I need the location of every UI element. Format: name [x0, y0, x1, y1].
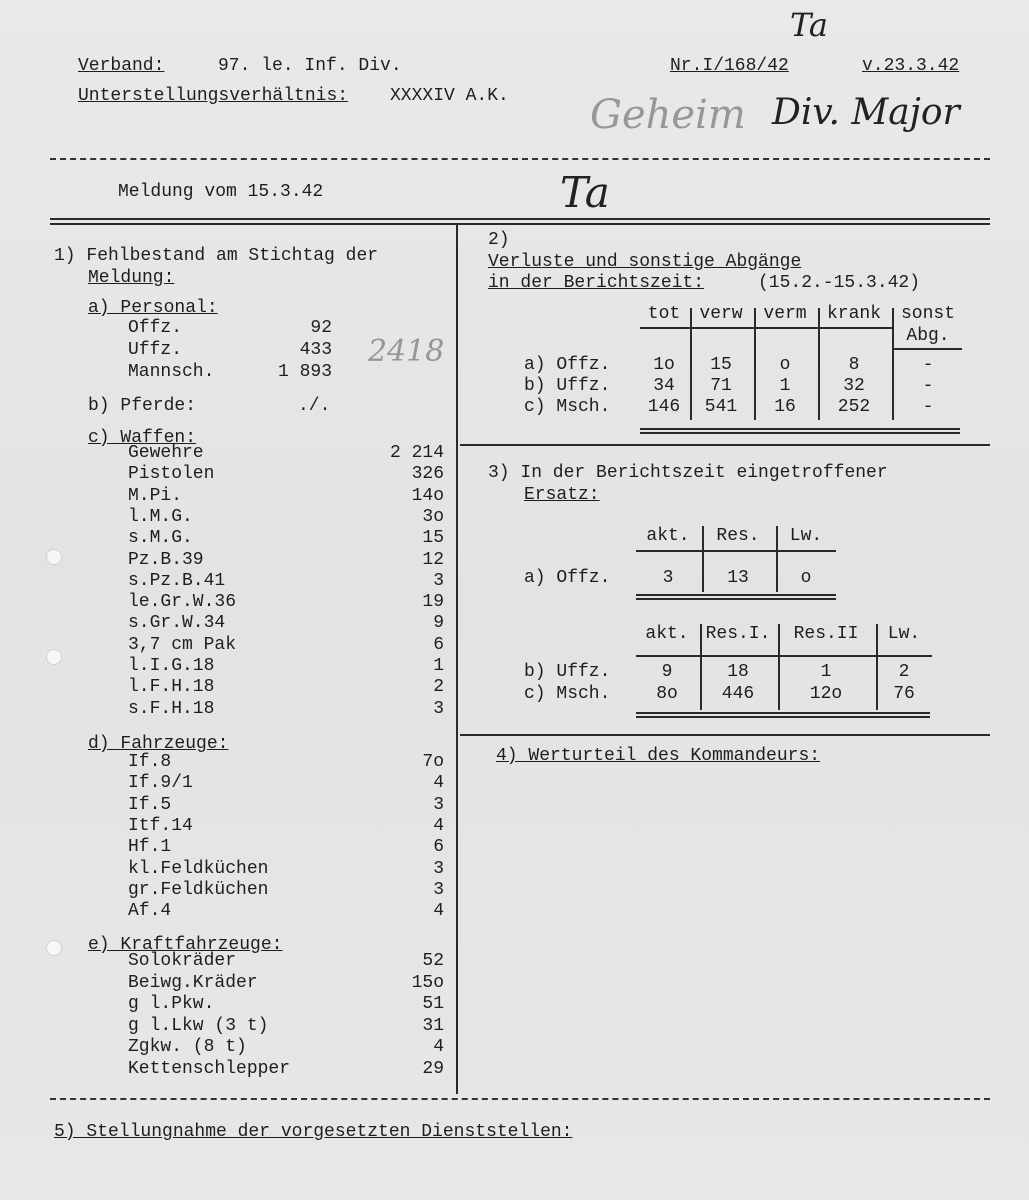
- losses-cell: 71: [710, 376, 732, 396]
- waffen-item-label: Pz.B.39: [128, 549, 204, 570]
- ersatz-cell: 446: [721, 684, 755, 704]
- handwritten-side-note: 2418: [368, 334, 445, 369]
- punch-hole: [46, 649, 62, 665]
- fahrzeuge-item-value: 4: [433, 901, 444, 922]
- losses-row-label: c) Msch.: [524, 397, 611, 417]
- losses-col-header: tot: [647, 304, 681, 324]
- losses-cell: 541: [704, 397, 738, 417]
- losses-row-label: b) Uffz.: [524, 376, 611, 396]
- losses-table-footer: [640, 428, 960, 434]
- kfz-item-label: Kettenschlepper: [128, 1058, 291, 1079]
- ersatz-cell: 76: [893, 684, 915, 704]
- losses-cell: -: [922, 376, 934, 396]
- waffen-item-label: l.M.G.: [128, 506, 193, 527]
- ersatz-cell: 12o: [809, 684, 843, 704]
- meldung-date: Meldung vom 15.3.42: [118, 182, 324, 202]
- section2-divider: [460, 444, 990, 446]
- losses-cell: 32: [843, 376, 865, 396]
- losses-cell: 1: [779, 376, 791, 396]
- punch-hole: [46, 940, 62, 956]
- handwritten-mark: Ta: [560, 168, 610, 217]
- fahrzeuge-item-label: If.8: [128, 752, 172, 772]
- verband-label: Verband:: [78, 56, 165, 76]
- ersatz-cell: 8o: [656, 684, 678, 704]
- ersatz-col-header: akt.: [646, 526, 690, 546]
- section3-title: 3) In der Berichtszeit eingetroffener: [488, 463, 888, 483]
- losses-col-header: verw: [699, 304, 743, 324]
- losses-cell: 1o: [653, 355, 675, 375]
- waffen-item-value: 3: [433, 698, 444, 719]
- personal-item-label: Offz.: [128, 318, 183, 338]
- unterstellung-label: Unterstellungsverhältnis:: [78, 86, 349, 106]
- kfz-item-value: 52: [422, 951, 444, 971]
- section2-period: (15.2.-15.3.42): [758, 273, 921, 293]
- personal-item-label: Mannsch.: [128, 362, 215, 382]
- fahrzeuge-item-label: If.5: [128, 794, 172, 815]
- fahrzeuge-item-value: 3: [433, 879, 444, 900]
- waffen-item-label: s.Pz.B.41: [128, 570, 226, 591]
- ersatz-row-label: b) Uffz.: [524, 662, 611, 682]
- fahrzeuge-item-value: 3: [433, 858, 444, 879]
- personal-item-value: 433: [299, 340, 332, 360]
- ersatz-col-header: Res.I.: [705, 624, 771, 644]
- ersatz-header-rule: [636, 655, 932, 657]
- fahrzeuge-item-value: 7o: [422, 752, 444, 772]
- fahrzeuge-item-label: Af.4: [128, 901, 172, 922]
- waffen-item-label: s.F.H.18: [128, 698, 215, 719]
- waffen-item-value: 12: [422, 549, 444, 570]
- handwritten-geheim: Geheim: [590, 92, 746, 138]
- section1-title: 1) Fehlbestand am Stichtag der: [54, 246, 379, 266]
- section3-title-cont: Ersatz:: [524, 485, 600, 505]
- section2-title: Verluste und sonstige Abgänge: [488, 252, 802, 272]
- losses-cell: -: [922, 397, 934, 417]
- losses-col-header: krank: [826, 304, 881, 324]
- waffen-item-value: 9: [433, 613, 444, 634]
- losses-col-header: sonst: [900, 304, 955, 324]
- waffen-item-label: s.M.G.: [128, 528, 193, 549]
- losses-cell: 34: [653, 376, 675, 396]
- handwritten-signature: Div. Major: [772, 92, 960, 133]
- unterstellung-value: XXXXIV A.K.: [390, 86, 509, 106]
- section3-divider: [460, 734, 990, 736]
- losses-cell: 146: [647, 397, 681, 417]
- fahrzeuge-item-label: Hf.1: [128, 837, 172, 858]
- waffen-item-value: 2: [433, 677, 444, 698]
- losses-header-rule: [640, 327, 892, 329]
- fahrzeuge-item-value: 6: [433, 837, 444, 858]
- fahrzeuge-heading: d) Fahrzeuge:: [88, 734, 229, 754]
- kfz-item-label: Beiwg.Kräder: [128, 972, 258, 993]
- ersatz-col-header: Lw.: [887, 624, 921, 644]
- ersatz-col-header: Res.: [716, 526, 760, 546]
- fahrzeuge-item-label: kl.Feldküchen: [128, 858, 269, 879]
- punch-hole: [46, 549, 62, 565]
- losses-col-header: verm: [763, 304, 807, 324]
- waffen-item-value: 2 214: [389, 443, 444, 463]
- ersatz-cell: o: [800, 568, 812, 588]
- waffen-item-label: Gewehre: [128, 443, 204, 463]
- waffen-item-value: 14o: [411, 485, 444, 506]
- kfz-item-value: 51: [422, 994, 444, 1014]
- kfz-item-label: g l.Lkw (3 t): [128, 1015, 269, 1036]
- column-divider: [456, 224, 458, 1094]
- waffen-item-value: 19: [422, 592, 444, 613]
- personal-item-value: 92: [310, 318, 332, 338]
- waffen-item-label: le.Gr.W.36: [128, 592, 237, 613]
- ersatz-col-header: akt.: [645, 624, 689, 644]
- waffen-item-label: Pistolen: [128, 464, 215, 485]
- waffen-item-label: 3,7 cm Pak: [128, 634, 237, 655]
- kfz-item-value: 29: [422, 1058, 444, 1079]
- fahrzeuge-item-label: Itf.14: [128, 815, 193, 836]
- kfz-item-label: g l.Pkw.: [128, 994, 215, 1014]
- handwritten-initials: Ta: [790, 6, 828, 44]
- ersatz-row-label: c) Msch.: [524, 684, 611, 704]
- waffen-heading: c) Waffen:: [88, 428, 197, 448]
- header-divider: [50, 158, 990, 160]
- ersatz-cell: 9: [661, 662, 673, 682]
- waffen-item-value: 1: [433, 656, 444, 676]
- kfz-item-value: 4: [433, 1037, 444, 1057]
- waffen-item-label: s.Gr.W.34: [128, 613, 226, 634]
- fahrzeuge-item-label: gr.Feldküchen: [128, 879, 269, 900]
- waffen-item-value: 3: [433, 570, 444, 591]
- ersatz-cell: 1: [820, 662, 832, 682]
- main-divider: [50, 218, 990, 225]
- section2-title-cont: in der Berichtszeit:: [488, 273, 705, 293]
- kfz-item-value: 31: [422, 1015, 444, 1036]
- ersatz-col-header: Res.II: [793, 624, 859, 644]
- personal-item-value: 1 893: [277, 362, 332, 382]
- losses-cell: 16: [774, 397, 796, 417]
- kraftfahrzeuge-heading: e) Kraftfahrzeuge:: [88, 935, 283, 955]
- waffen-item-value: 6: [433, 634, 444, 655]
- fahrzeuge-item-label: If.9/1: [128, 773, 193, 794]
- losses-row-label: a) Offz.: [524, 355, 611, 375]
- ersatz-cell: 18: [727, 662, 749, 682]
- pferde-heading: b) Pferde:: [88, 396, 197, 416]
- waffen-item-label: M.Pi.: [128, 485, 183, 506]
- section1-title-cont: Meldung:: [88, 268, 175, 288]
- section2-number: 2): [488, 230, 510, 250]
- losses-cell: 15: [710, 355, 732, 375]
- losses-header-rule: [892, 348, 962, 350]
- pferde-value: ./.: [298, 396, 331, 416]
- waffen-item-value: 3o: [422, 506, 444, 527]
- document-number: Nr.I/168/42: [670, 56, 789, 76]
- bottom-divider: [50, 1098, 990, 1100]
- ersatz-header-rule: [636, 550, 836, 552]
- section4-title: 4) Werturteil des Kommandeurs:: [496, 746, 821, 766]
- kfz-item-label: Solokräder: [128, 951, 237, 971]
- ersatz-cell: 2: [898, 662, 910, 682]
- ersatz-cell: 13: [727, 568, 749, 588]
- verband-value: 97. le. Inf. Div.: [218, 56, 402, 76]
- personal-item-label: Uffz.: [128, 340, 183, 360]
- personal-heading: a) Personal:: [88, 298, 218, 318]
- ersatz-col-header: Lw.: [789, 526, 823, 546]
- losses-cell: 252: [837, 397, 871, 417]
- waffen-item-value: 15: [422, 528, 444, 549]
- section5-title: 5) Stellungnahme der vorgesetzten Dienststellen:: [54, 1122, 573, 1142]
- ersatz-row-label: a) Offz.: [524, 568, 611, 588]
- waffen-item-value: 326: [411, 464, 444, 485]
- ersatz-uffz-footer: [636, 712, 930, 718]
- losses-cell: o: [779, 355, 791, 375]
- losses-cell: -: [922, 355, 934, 375]
- losses-col-header: Abg.: [906, 326, 950, 346]
- losses-cell: 8: [848, 355, 860, 375]
- waffen-item-label: l.F.H.18: [128, 677, 215, 698]
- ersatz-cell: 3: [662, 568, 674, 588]
- ersatz-offz-footer: [636, 594, 836, 600]
- fahrzeuge-item-value: 4: [433, 815, 444, 836]
- waffen-item-label: l.I.G.18: [128, 656, 215, 676]
- kfz-item-label: Zgkw. (8 t): [128, 1037, 247, 1057]
- fahrzeuge-item-value: 4: [433, 773, 444, 794]
- document-date: v.23.3.42: [862, 56, 960, 76]
- kfz-item-value: 15o: [411, 972, 444, 993]
- fahrzeuge-item-value: 3: [433, 794, 444, 815]
